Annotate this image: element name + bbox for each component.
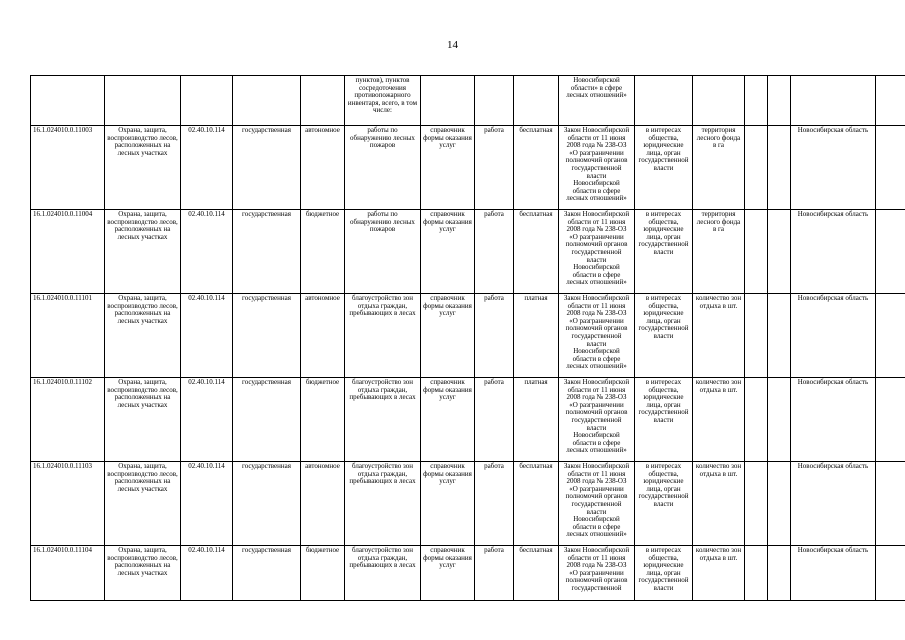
cell-work: работы по обнаружению лесных пожаров — [345, 126, 421, 210]
cell-type: государственная — [233, 546, 301, 601]
cell-empty — [768, 378, 791, 462]
cell-indicator: территория лесного фонда в га — [693, 210, 745, 294]
cell-indicator: количество зон отдыха в шт. — [693, 294, 745, 378]
cell-form: справочник формы оказания услуг — [421, 294, 475, 378]
cell-empty — [876, 462, 905, 546]
cell-indicator — [693, 76, 745, 126]
cell-region: Новосибирская область — [791, 546, 876, 601]
cell-empty — [876, 76, 905, 126]
cell-code: 16.1.024010.0.11004 — [31, 210, 105, 294]
cell-okved: 02.40.10.114 — [181, 126, 233, 210]
cell-form: справочник формы оказания услуг — [421, 462, 475, 546]
cell-work: благоустройство зон отдыха граждан, пребывающих в лесах — [345, 546, 421, 601]
registry-table — [30, 75, 905, 601]
table-row — [31, 546, 905, 601]
cell-law — [559, 462, 635, 546]
cell-code: 16.1.024010.0.11103 — [31, 462, 105, 546]
cell-name: Охрана, защита, воспроизводство лесов, расположенных на лесных участках — [105, 210, 181, 294]
cell-okved — [181, 76, 233, 126]
cell-indicator: количество зон отдыха в шт. — [693, 546, 745, 601]
cell-work: работы по обнаружению лесных пожаров — [345, 210, 421, 294]
cell-kind: работа — [475, 462, 514, 546]
cell-kind: работа — [475, 378, 514, 462]
cell-empty — [768, 76, 791, 126]
cell-form — [421, 76, 475, 126]
table-row — [31, 126, 905, 210]
cell-region — [791, 76, 876, 126]
cell-type: государственная — [233, 462, 301, 546]
cell-empty — [768, 462, 791, 546]
cell-empty — [876, 546, 905, 601]
cell-empty — [876, 378, 905, 462]
law-text: Закон Новосибирской области от 11 июня 2008 года № 238-ОЗ «О разграничении полномочий органов государственной власти Новосибирской области в сфере лесных отношений» — [563, 462, 630, 539]
cell-consumers: в интересах общества, юридические лица, орган государственной власти — [635, 294, 693, 378]
cell-code: 16.1.024010.0.11101 — [31, 294, 105, 378]
cell-type: государственная — [233, 378, 301, 462]
cell-indicator: территория лесного фонда в га — [693, 126, 745, 210]
cell-institution: автономное — [301, 126, 345, 210]
cell-indicator: количество зон отдыха в шт. — [693, 462, 745, 546]
cell-form: справочник формы оказания услуг — [421, 210, 475, 294]
cell-consumers: в интересах общества, юридические лица, орган государственной власти — [635, 378, 693, 462]
cell-indicator: количество зон отдыха в шт. — [693, 378, 745, 462]
cell-consumers — [635, 76, 693, 126]
cell-payment: бесплатная — [514, 546, 559, 601]
cell-institution: автономное — [301, 294, 345, 378]
table-row — [31, 378, 905, 462]
cell-name — [105, 76, 181, 126]
cell-work: благоустройство зон отдыха граждан, пребывающих в лесах — [345, 294, 421, 378]
cell-empty — [745, 294, 768, 378]
cell-empty — [768, 546, 791, 601]
cell-payment: бесплатная — [514, 210, 559, 294]
cell-kind — [475, 76, 514, 126]
cell-region: Новосибирская область — [791, 294, 876, 378]
cell-region: Новосибирская область — [791, 126, 876, 210]
cell-empty — [768, 126, 791, 210]
cell-okved: 02.40.10.114 — [181, 210, 233, 294]
cell-name: Охрана, защита, воспроизводство лесов, расположенных на лесных участках — [105, 294, 181, 378]
cell-name: Охрана, защита, воспроизводство лесов, расположенных на лесных участках — [105, 462, 181, 546]
cell-okved: 02.40.10.114 — [181, 294, 233, 378]
cell-type: государственная — [233, 210, 301, 294]
cell-law — [559, 76, 635, 126]
cell-name: Охрана, защита, воспроизводство лесов, расположенных на лесных участках — [105, 378, 181, 462]
cell-payment: платная — [514, 294, 559, 378]
cell-code: 16.1.024010.0.11003 — [31, 126, 105, 210]
law-text: Закон Новосибирской области от 11 июня 2008 года № 238-ОЗ «О разграничении полномочий органов государственной власти Новосибирской области в сфере лесных отношений» — [563, 210, 630, 287]
cell-empty — [745, 462, 768, 546]
cell-kind: работа — [475, 126, 514, 210]
cell-form: справочник формы оказания услуг — [421, 126, 475, 210]
cell-region: Новосибирская область — [791, 210, 876, 294]
cell-empty — [876, 210, 905, 294]
cell-law — [559, 378, 635, 462]
cell-work: благоустройство зон отдыха граждан, пребывающих в лесах — [345, 462, 421, 546]
cell-kind: работа — [475, 210, 514, 294]
cell-institution: бюджетное — [301, 210, 345, 294]
cell-institution — [301, 76, 345, 126]
cell-institution: бюджетное — [301, 546, 345, 601]
cell-institution: автономное — [301, 462, 345, 546]
cell-type: государственная — [233, 294, 301, 378]
table-row-continuation — [31, 76, 905, 126]
cell-form: справочник формы оказания услуг — [421, 546, 475, 601]
page-number: 14 — [447, 39, 458, 51]
cell-empty — [745, 378, 768, 462]
cell-empty — [768, 294, 791, 378]
law-text: Закон Новосибирской области от 11 июня 2008 года № 238-ОЗ «О разграничении полномочий органов государственной власти Новосибирской области в сфере лесных отношений» — [563, 294, 630, 371]
law-text: Закон Новосибирской области от 11 июня 2008 года № 238-ОЗ «О разграничении полномочий органов государственной власти Новосибирской области в сфере лесных отношений» — [563, 126, 630, 203]
cell-consumers: в интересах общества, юридические лица, орган государственной власти — [635, 126, 693, 210]
cell-empty — [745, 76, 768, 126]
cell-payment — [514, 76, 559, 126]
law-text: Новосибирской области» в сфере лесных отношений» — [566, 76, 627, 100]
cell-empty — [745, 126, 768, 210]
cell-law — [559, 210, 635, 294]
cell-code: 16.1.024010.0.11102 — [31, 378, 105, 462]
cell-payment: платная — [514, 378, 559, 462]
cell-empty — [768, 210, 791, 294]
table-row — [31, 210, 905, 294]
cell-empty — [745, 210, 768, 294]
cell-work: благоустройство зон отдыха граждан, пребывающих в лесах — [345, 378, 421, 462]
law-text: Закон Новосибирской области от 11 июня 2008 года № 238-ОЗ «О разграничении полномочий органов государственной власти Новосибирской области в сфере лесных отношений» — [563, 378, 630, 455]
table-row — [31, 462, 905, 546]
cell-work — [345, 76, 421, 126]
cell-empty — [745, 546, 768, 601]
cell-institution: бюджетное — [301, 378, 345, 462]
cell-consumers: в интересах общества, юридические лица, орган государственной власти — [635, 462, 693, 546]
cell-kind: работа — [475, 546, 514, 601]
cell-name: Охрана, защита, воспроизводство лесов, расположенных на лесных участках — [105, 126, 181, 210]
cell-consumers: в интересах общества, юридические лица, орган государственной власти — [635, 546, 693, 601]
cell-okved: 02.40.10.114 — [181, 378, 233, 462]
cell-region: Новосибирская область — [791, 462, 876, 546]
work-text: пунктов), пунктов сосредоточения противопожарного инвентаря, всего, в том числе: — [347, 76, 418, 115]
table-row — [31, 294, 905, 378]
cell-region: Новосибирская область — [791, 378, 876, 462]
law-text: Закон Новосибирской области от 11 июня 2008 года № 238-ОЗ «О разграничении полномочий органов государственной — [563, 546, 630, 592]
cell-kind: работа — [475, 294, 514, 378]
cell-code — [31, 76, 105, 126]
cell-empty — [876, 126, 905, 210]
cell-type — [233, 76, 301, 126]
cell-name: Охрана, защита, воспроизводство лесов, расположенных на лесных участках — [105, 546, 181, 601]
cell-law — [559, 546, 635, 601]
cell-law — [559, 294, 635, 378]
cell-consumers: в интересах общества, юридические лица, орган государственной власти — [635, 210, 693, 294]
cell-form: справочник формы оказания услуг — [421, 378, 475, 462]
cell-type: государственная — [233, 126, 301, 210]
cell-payment: бесплатная — [514, 462, 559, 546]
cell-empty — [876, 294, 905, 378]
cell-okved: 02.40.10.114 — [181, 546, 233, 601]
cell-law — [559, 126, 635, 210]
cell-okved: 02.40.10.114 — [181, 462, 233, 546]
cell-payment: бесплатная — [514, 126, 559, 210]
cell-code: 16.1.024010.0.11104 — [31, 546, 105, 601]
